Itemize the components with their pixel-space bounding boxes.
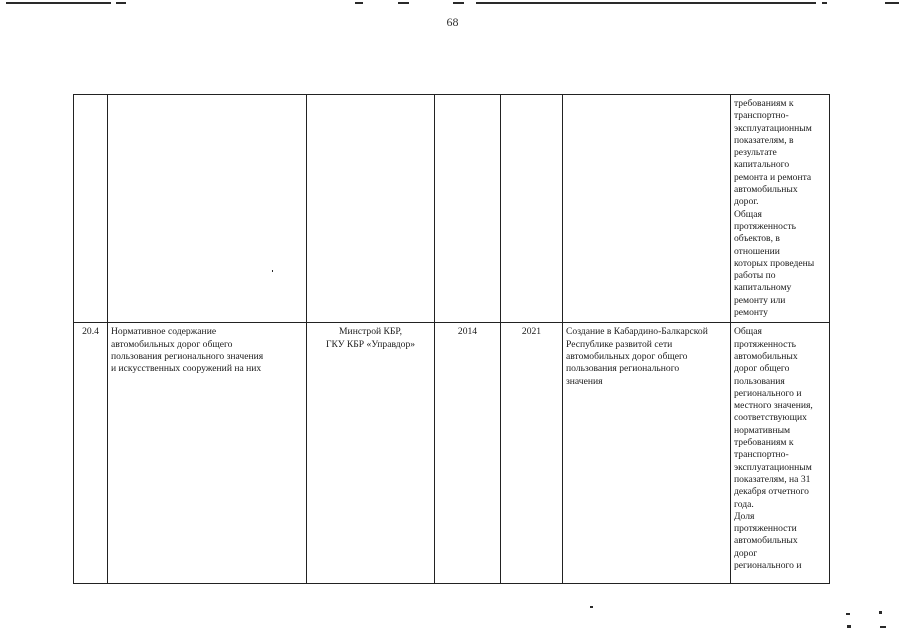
measure-name-line: и искусственных сооружений на них [111,363,262,375]
indicator-line: автомобильных [734,535,798,547]
indicator-line: ремонту или [734,294,786,306]
measure-name-line: автомобильных дорог общего [111,338,233,350]
cell-indicator [731,323,830,584]
indicator-line: протяженность [734,338,796,350]
indicator-line: транспортно- [734,110,789,122]
indicator-line: транспортно- [734,449,789,461]
result-line: значения [566,375,603,387]
cell-number: 20.4 [74,323,108,584]
scan-artifact [453,2,464,4]
cell-start-year: 2014 [435,323,501,584]
cell-expected-result [563,323,731,584]
cell-end-year: 2021 [501,323,563,584]
scan-artifact [6,2,111,4]
cell-expected-result [563,95,731,323]
indicator-line: дорог [734,547,758,559]
cell-start-year [435,95,501,323]
scan-artifact [847,625,851,628]
table-row-continuation [74,95,830,323]
measure-name-line: пользования регионального значения [111,350,264,362]
indicator-line: дорог. [734,196,759,208]
scan-artifact [822,2,827,4]
indicator-line: Общая [734,326,762,338]
indicator-line: эксплуатационным [734,122,812,134]
indicator-line: капитальному [734,282,792,294]
indicator-line: эксплуатационным [734,461,812,473]
indicator-line: объектов, в [734,233,780,245]
measure-name-line: Нормативное содержание [111,326,217,338]
indicator-line: отношении [734,245,780,257]
cell-executor [307,323,435,584]
result-line: Республике развитой сети [566,338,673,350]
result-line: Создание в Кабардино-Балкарской [566,326,708,338]
indicator-line: протяженности [734,523,797,535]
indicator-line: ремонта и ремонта [734,171,812,183]
indicator-line: Доля [734,510,755,522]
indicator-line: протяженность [734,220,796,232]
executor-line: Минстрой КБР, [339,326,402,338]
indicator-line: местного значения, [734,400,813,412]
indicator-line: показателям, в [734,134,794,146]
scan-artifact [879,611,882,614]
indicator-line: регионального и [734,559,802,571]
indicator-line: показателям, на 31 [734,473,811,485]
page-number: 68 [446,15,459,29]
indicator-line: результате [734,147,777,159]
cell-end-year [501,95,563,323]
indicator-line: автомобильных [734,184,798,196]
scan-artifact [476,2,816,4]
cell-measure-name [108,323,307,584]
cell-executor [307,95,435,323]
indicator-line: декабря отчетного [734,486,809,498]
table-row-20-4 [74,323,830,584]
indicator-line: работы по [734,270,776,282]
indicator-line: нормативным [734,424,791,436]
result-line: пользования регионального [566,363,680,375]
executor-line: ГКУ КБР «Управдор» [325,338,416,350]
cell-measure-name [108,95,307,323]
result-line: автомобильных дорог общего [566,350,688,362]
cell-indicator [731,95,830,323]
indicator-line: пользования [734,375,785,387]
scan-artifact [590,606,593,608]
indicator-line: ремонту [734,307,768,319]
indicator-line: дорог общего [734,363,790,375]
scan-artifact [880,626,886,628]
scan-artifact [355,2,363,4]
indicator-line: соответствующих [734,412,807,424]
cell-number [74,95,108,323]
scan-artifact [846,613,850,615]
indicator-line: требованиям к [734,98,794,109]
indicator-line: автомобильных [734,350,798,362]
indicator-line: требованиям к [734,437,794,449]
indicator-line: которых проведены [734,257,815,269]
scan-artifact [885,2,899,4]
program-table [73,94,830,584]
scan-artifact [116,2,126,4]
indicator-line: регионального и [734,387,802,399]
indicator-line: Общая [734,208,762,220]
scan-artifact [398,2,409,4]
indicator-line: капитального [734,159,790,171]
indicator-line: года. [734,498,754,510]
